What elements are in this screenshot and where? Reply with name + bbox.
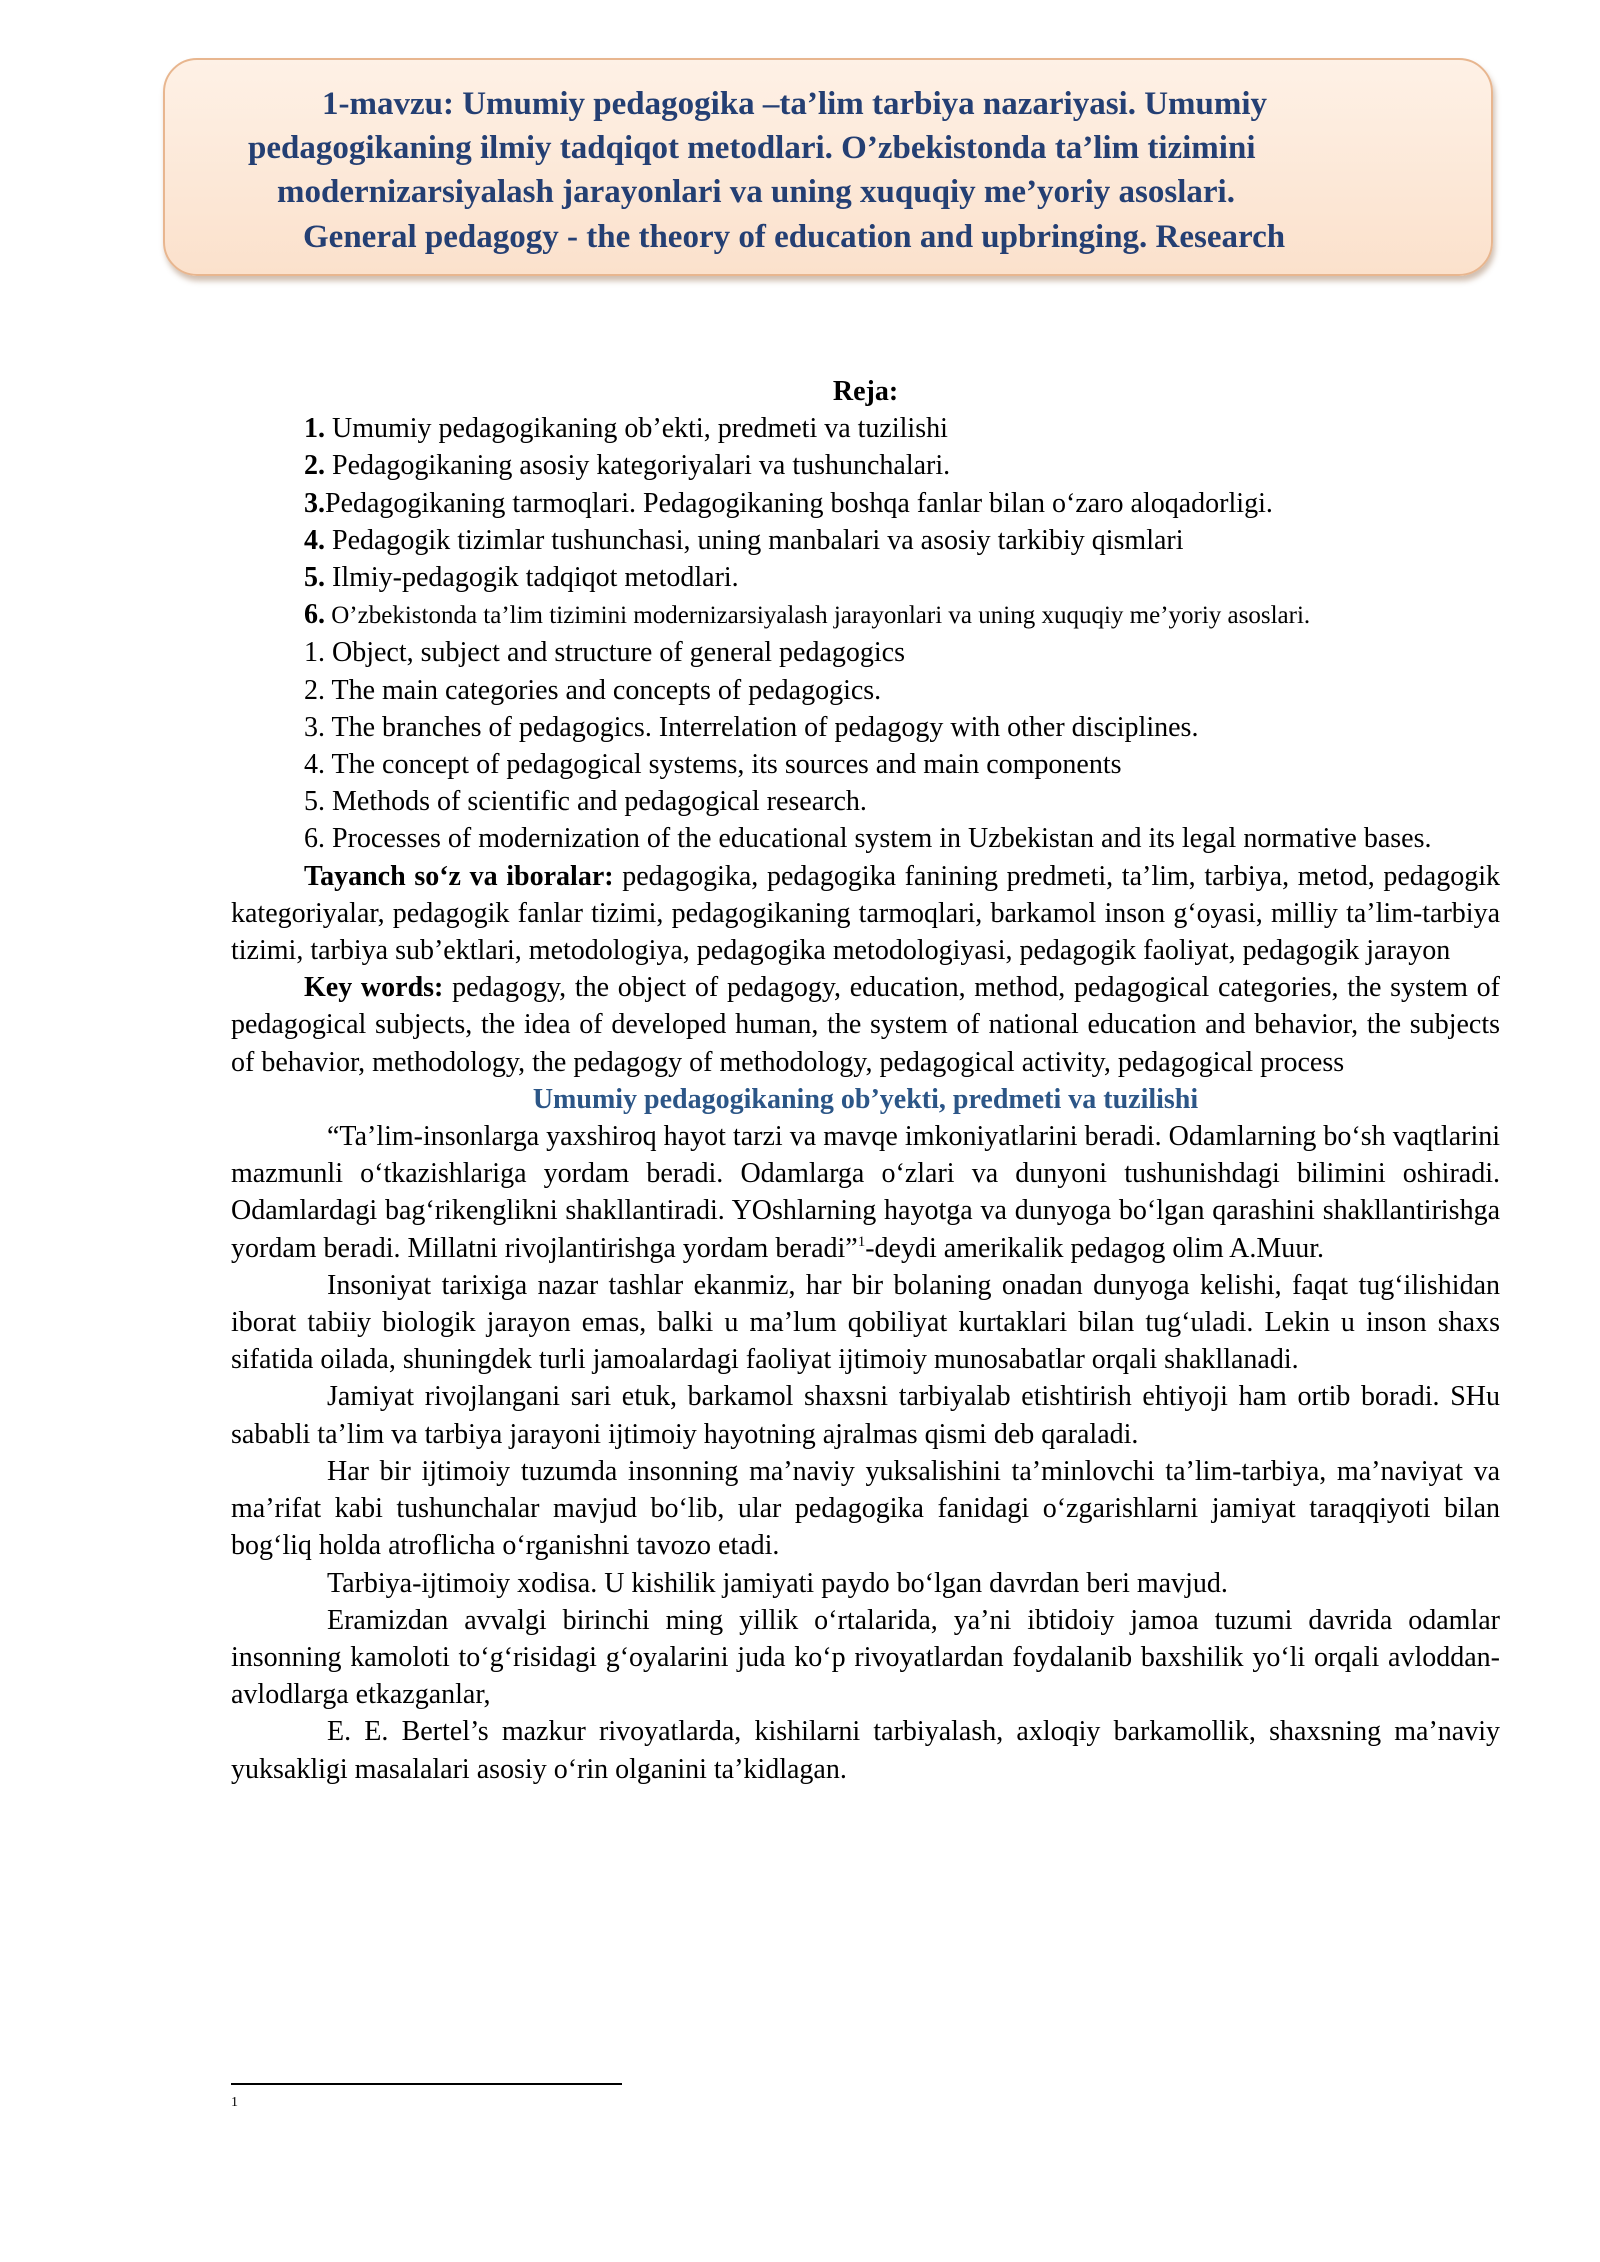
title-box xyxy=(163,58,1493,276)
plan-item-number: 5. xyxy=(304,562,325,594)
plan-heading: Reja: xyxy=(832,376,899,407)
plan-item-text: Pedagogikaning tarmoqlari. Pedagogikaning boshqa fanlar bilan o‘zaro aloqadorligi. xyxy=(325,487,1273,519)
plan-item-uz-1 xyxy=(231,410,1500,447)
body-paragraph-3: Jamiyat rivojlangani sari etuk, barkamol shaxsni tarbiyalab etishtirish ehtiyoji ham ortib boradi. SHu sababli ta’lim va tarbiya jarayoni ijtimoiy hayotning ajralmas qismi deb qaraladi. xyxy=(231,1381,1500,1450)
plan-item-text: Pedagogikaning asosiy kategoriyalari va tushunchalari. xyxy=(325,450,951,482)
plan-item-number: 3. xyxy=(304,487,325,519)
section-heading: Umumiy pedagogikaning ob’yekti, predmeti va tuzilishi xyxy=(532,1083,1199,1115)
plan-item-uz-6 xyxy=(231,596,1500,634)
plan-item-number: 6. xyxy=(304,599,325,631)
quote-attribution: -deydi amerikalik pedagog olim A.Muur. xyxy=(865,1232,1325,1264)
keywords-en-label: Key words: xyxy=(304,972,444,1004)
keywords-en-text: pedagogy, the object of pedagogy, education, method, pedagogical categories, the system of pedagogical subjects, the idea of developed human, the system of national education and behavior, the subjects of behavior, methodology, the pedagogy of methodology, pedagogical activity, pedagogical process xyxy=(231,972,1500,1078)
footnote-mark: 1 xyxy=(231,2095,238,2110)
plan-item-en-4: 4. The concept of pedagogical systems, its sources and main components xyxy=(304,749,1122,781)
plan-item-text: O’zbekistonda ta’lim tizimini modernizarsiyalash jarayonlari va uning xuquqiy me’yoriy asoslari. xyxy=(325,602,1311,630)
body-paragraph-6: Eramizdan avvalgi birinchi ming yillik o‘rtalarida, ya’ni ibtidoiy jamoa tuzumi davrida odamlar insonning kamoloti to‘g‘risidagi g‘oyalarini juda ko‘p rivoyatlardan foydalanib baxshilik yo‘li orqali avloddan-avlodlarga etkazganlar, xyxy=(231,1604,1500,1711)
keywords-uz-label: Tayanch so‘z va iboralar: xyxy=(304,860,614,892)
plan-item-number: 2. xyxy=(304,450,325,482)
body-paragraph-1 xyxy=(231,1118,1500,1267)
plan-item-uz-4 xyxy=(231,522,1500,559)
plan-item-en-5: 5. Methods of scientific and pedagogical research. xyxy=(304,786,867,818)
body-paragraph-2: Insoniyat tarixiga nazar tashlar ekanmiz, har bir bolaning onadan dunyoga kelishi, faqat tug‘ilishidan iborat tabiiy biologik jarayon emas, balki u ma’lum qobiliyat kurtaklari bilan tug‘uladi. Lekin u inson shaxs sifatida oilada, shuningdek turli jamoalardagi faoliyat ijtimoiy munosabatlar orqali shakllanadi. xyxy=(231,1269,1500,1376)
title-line-1: 1-mavzu: Umumiy pedagogika –ta’lim tarbiya nazariyasi. Umumiy xyxy=(322,86,1268,122)
plan-item-uz-3 xyxy=(231,485,1500,522)
plan-item-number: 4. xyxy=(304,524,325,556)
body-paragraph-5: Tarbiya-ijtimoiy xodisa. U kishilik jamiyati paydo bo‘lgan davrdan beri mavjud. xyxy=(327,1567,1228,1599)
plan-item-number: 1. xyxy=(304,413,325,445)
footnote-divider xyxy=(231,2083,622,2085)
title-line-3: modernizarsiyalash jarayonlari va uning xuquqiy me’yoriy asoslari. xyxy=(277,174,1235,210)
plan-item-text: Umumiy pedagogikaning ob’ekti, predmeti va tuzilishi xyxy=(325,413,948,445)
plan-item-text: Ilmiy-pedagogik tadqiqot metodlari. xyxy=(325,562,739,594)
keywords-en xyxy=(231,969,1500,1081)
keywords-uz-text: pedagogika, pedagogika fanining predmeti, ta’lim, tarbiya, metod, pedagogik kategoriyalar, pedagogik fanlar tizimi, pedagogikaning tarmoqlari, barkamol inson g‘oyasi, milliy ta’lim-tarbiya tizimi, tarbiya sub’ektlari, metodologiya, pedagogika metodologiyasi, pedagogik faoliyat, pedagogik jarayon xyxy=(231,860,1500,967)
footnote-reference[interactable]: 1 xyxy=(857,1233,866,1250)
body-paragraph-4: Har bir ijtimoiy tuzumda insonning ma’naviy yuksalishini ta’minlovchi ta’lim-tarbiya, ma’naviyat va ma’rifat kabi tushunchalar mavjud bo‘lib, ular pedagogika fanidagi o‘zgarishlarni jamiyat taraqqiyoti bilan bog‘liq holda atroflicha o‘rganishni tavozo etadi. xyxy=(231,1455,1500,1562)
plan-item-text: Pedagogik tizimlar tushunchasi, uning manbalari va asosiy tarkibiy qismlari xyxy=(325,524,1184,556)
title-line-2: pedagogikaning ilmiy tadqiqot metodlari. O’zbekistonda ta’lim tizimini xyxy=(248,130,1256,166)
plan-item-en-1: 1. Object, subject and structure of general pedagogics xyxy=(304,637,906,669)
keywords-uz xyxy=(231,858,1500,970)
plan-item-en-2: 2. The main categories and concepts of pedagogics. xyxy=(304,674,882,706)
title-line-4: General pedagogy - the theory of education and upbringing. Research xyxy=(303,219,1286,255)
plan-item-en-3: 3. The branches of pedagogics. Interrelation of pedagogy with other disciplines. xyxy=(304,711,1199,743)
quote-text: “Ta’lim-insonlarga yaxshiroq hayot tarzi va mavqe imkoniyatlarini beradi. Odamlarning bo‘sh vaqtlarini mazmunli o‘tkazishlariga yordam beradi. Odamlarga o‘zlari va dunyoni tushunishdagi bilimini oshiradi. Odamlardagi bag‘rikenglikni shakllantiradi. YOshlarning hayotga va dunyoga bo‘lgan qarashini shakllantirishga yordam beradi. Millatni rivojlantirishga yordam beradi” xyxy=(231,1121,1500,1264)
plan-item-uz-2 xyxy=(231,447,1500,484)
plan-item-uz-5 xyxy=(231,559,1500,596)
plan-item-en-6: 6. Processes of modernization of the educational system in Uzbekistan and its legal normative bases. xyxy=(304,823,1432,855)
body-paragraph-7: E. E. Bertel’s mazkur rivoyatlarda, kishilarni tarbiyalash, axloqiy barkamollik, shaxsning ma’naviy yuksakligi masalalari asosiy o‘rin olganini ta’kidlagan. xyxy=(231,1716,1500,1785)
document-body xyxy=(231,373,1500,1788)
